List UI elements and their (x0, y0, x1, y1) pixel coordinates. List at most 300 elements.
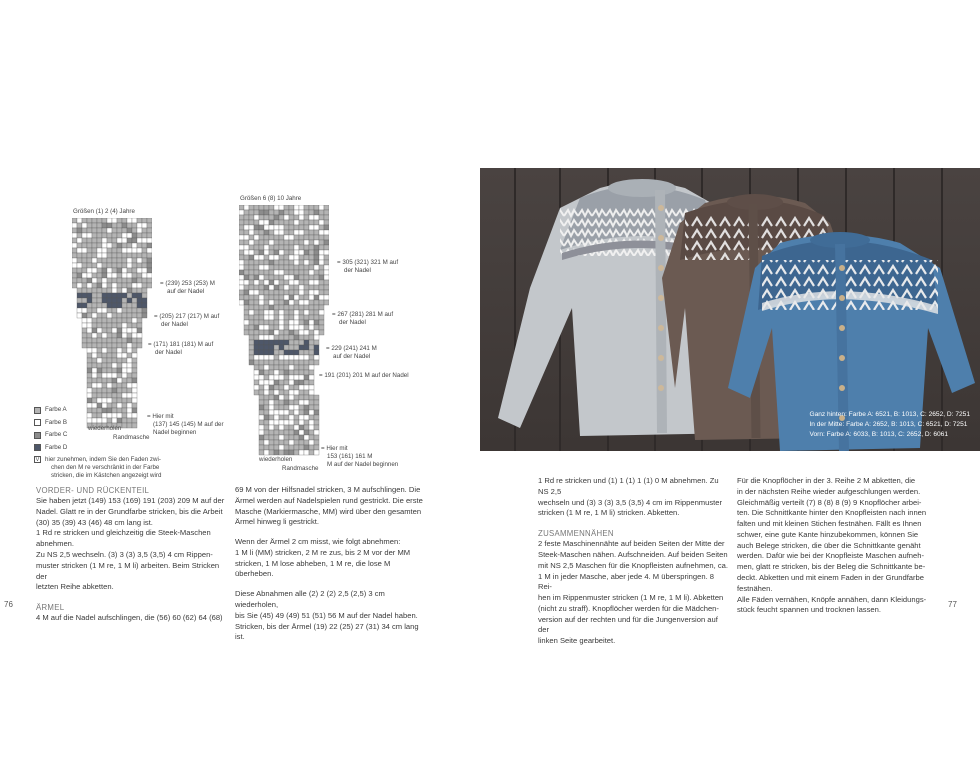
chart-cell (132, 223, 137, 228)
chart-cell (249, 205, 254, 210)
chart-cell (274, 365, 279, 370)
chart-cell (107, 333, 112, 338)
chart-cell (289, 410, 294, 415)
chart-cell (259, 430, 264, 435)
chart-cell (309, 425, 314, 430)
chart-cell (132, 368, 137, 373)
chart-cell (299, 425, 304, 430)
chart-cell (127, 278, 132, 283)
chart-cell (304, 240, 309, 245)
chart-cell (319, 315, 324, 320)
chart-cell (259, 410, 264, 415)
chart-cell (309, 390, 314, 395)
chart-cell (142, 288, 147, 293)
chart-cell (274, 280, 279, 285)
chart-cell (107, 248, 112, 253)
chart-cell (319, 245, 324, 250)
chart-cell (249, 320, 254, 325)
text-line: Stricken, bis der Ärmel (19) 22 (25) 27 (31) 34 cm lang ist. (235, 621, 419, 642)
chart-cell (299, 400, 304, 405)
chart-cell (274, 445, 279, 450)
chart-cell (87, 343, 92, 348)
chart-cell (92, 348, 97, 353)
text-line: Alle Fäden vernähen, Knöpfe annähen, dann Kleidungs- (737, 594, 927, 604)
chart-cell (239, 270, 244, 275)
chart-cell (249, 210, 254, 215)
chart-cell (314, 405, 319, 410)
chart-cell (304, 295, 309, 300)
chart-cell (122, 363, 127, 368)
chart-cell (97, 368, 102, 373)
text-line: ten. Die Schnittkante hinter den Knopfleisten nach innen (737, 508, 927, 518)
chart-cell (102, 388, 107, 393)
chart-cell (127, 353, 132, 358)
chart-cell (314, 240, 319, 245)
chart-cell (117, 258, 122, 263)
chart-cell (239, 255, 244, 260)
chart-cell (117, 228, 122, 233)
chart-cell (72, 258, 77, 263)
chart-cell (279, 420, 284, 425)
chart-cell (127, 363, 132, 368)
chart-cell (264, 285, 269, 290)
chart-cell (132, 318, 137, 323)
chart-cell (324, 230, 329, 235)
chart-cell (284, 450, 289, 455)
chart-cell (314, 310, 319, 315)
chart-cell (284, 400, 289, 405)
chart-cell (107, 393, 112, 398)
chart-cell (244, 305, 249, 310)
chart-cell (299, 285, 304, 290)
chart-cell (132, 313, 137, 318)
chart-cell (294, 275, 299, 280)
chart-cell (309, 275, 314, 280)
chart-cell (279, 340, 284, 345)
chart-cell (264, 445, 269, 450)
chart-cell (269, 230, 274, 235)
chart-cell (127, 343, 132, 348)
chart-cell (294, 240, 299, 245)
chart-cell (299, 250, 304, 255)
chart-cell (319, 280, 324, 285)
chart-cell (254, 390, 259, 395)
chart-cell (137, 218, 142, 223)
chart-cell (319, 325, 324, 330)
chart-cell (92, 343, 97, 348)
chart-cell (239, 290, 244, 295)
chart-cell (294, 310, 299, 315)
chart-cell (304, 405, 309, 410)
chart-cell (112, 348, 117, 353)
chart-cell (254, 375, 259, 380)
chart-cell (259, 365, 264, 370)
chart-cell (264, 290, 269, 295)
chart-cell (254, 260, 259, 265)
chart-cell (259, 305, 264, 310)
chart-cell (274, 425, 279, 430)
chart-cell (92, 373, 97, 378)
chart-cell (284, 350, 289, 355)
chart-cell (102, 258, 107, 263)
chart-cell (269, 215, 274, 220)
chart-cell (97, 253, 102, 258)
legend-swatch (34, 444, 41, 451)
text-line: version auf der rechten und für die Jungenversion auf der (538, 614, 718, 635)
chart-cell (279, 435, 284, 440)
chart-large-label-2: = 267 (281) 281 M auf der Nadel (332, 311, 394, 326)
chart-cell (147, 263, 152, 268)
chart-cell (309, 335, 314, 340)
chart-cell (239, 205, 244, 210)
chart-cell (274, 285, 279, 290)
chart-cell (112, 243, 117, 248)
chart-cell (284, 225, 289, 230)
chart-cell (324, 295, 329, 300)
chart-cell (299, 365, 304, 370)
chart-cell (279, 310, 284, 315)
chart-cell (269, 270, 274, 275)
chart-cell (259, 290, 264, 295)
chart-cell (294, 340, 299, 345)
chart-cell (122, 293, 127, 298)
chart-cell (294, 315, 299, 320)
chart-cell (92, 393, 97, 398)
chart-cell (259, 435, 264, 440)
chart-cell (117, 293, 122, 298)
chart-cell (82, 278, 87, 283)
assembly-text (538, 539, 730, 647)
chart-cell (72, 228, 77, 233)
chart-cell (324, 285, 329, 290)
chart-cell (284, 320, 289, 325)
text-line: stück feucht spannen und trocknen lassen. (737, 605, 881, 615)
chart-cell (112, 293, 117, 298)
chart-cell (309, 350, 314, 355)
chart-cell (284, 390, 289, 395)
chart-cell (244, 265, 249, 270)
chart-cell (117, 303, 122, 308)
chart-cell (117, 298, 122, 303)
chart-cell (87, 253, 92, 258)
chart-cell (319, 275, 324, 280)
chart-cell (284, 220, 289, 225)
chart-cell (279, 415, 284, 420)
chart-cell (314, 355, 319, 360)
chart-cell (269, 265, 274, 270)
chart-cell (249, 360, 254, 365)
chart-cell (279, 405, 284, 410)
chart-cell (284, 270, 289, 275)
chart-cell (132, 348, 137, 353)
chart-cell (107, 228, 112, 233)
text-line: Diese Abnahmen alle (2) 2 (2) 2,5 (2,5) 3 cm wiederholen, (235, 589, 385, 610)
chart-cell (299, 245, 304, 250)
chart-cell (112, 318, 117, 323)
chart-cell (279, 445, 284, 450)
chart-cell (289, 280, 294, 285)
chart-cell (309, 345, 314, 350)
chart-cell (274, 220, 279, 225)
text-line: falten und mit kleinen Stichen festnähen. Fällt es Ihnen (737, 519, 922, 529)
chart-cell (269, 360, 274, 365)
chart-cell (107, 288, 112, 293)
chart-cell (87, 258, 92, 263)
chart-cell (87, 393, 92, 398)
chart-cell (264, 230, 269, 235)
chart-cell (309, 355, 314, 360)
chart-cell (304, 320, 309, 325)
text-line: 1 Rd re stricken und gleichzeitig die Steek-Maschen (36, 528, 211, 538)
chart-cell (77, 228, 82, 233)
chart-cell (97, 373, 102, 378)
chart-cell (264, 435, 269, 440)
chart-cell (309, 215, 314, 220)
chart-cell (117, 263, 122, 268)
chart-cell (259, 450, 264, 455)
chart-cell (284, 330, 289, 335)
chart-cell (294, 360, 299, 365)
text-line: Ärmel hinweg li gestrickt. (235, 517, 319, 527)
chart-cell (132, 378, 137, 383)
chart-cell (274, 305, 279, 310)
chart-cell (274, 240, 279, 245)
chart-cell (254, 340, 259, 345)
chart-cell (274, 230, 279, 235)
chart-cell (122, 238, 127, 243)
chart-cell (254, 235, 259, 240)
chart-cell (117, 373, 122, 378)
chart-cell (304, 440, 309, 445)
chart-cell (127, 233, 132, 238)
chart-cell (279, 315, 284, 320)
chart-cell (279, 240, 284, 245)
chart-cell (289, 360, 294, 365)
chart-cell (259, 385, 264, 390)
chart-cell (309, 235, 314, 240)
chart-small-edge-label: Randmasche (113, 434, 150, 441)
sleeves-text-continued (235, 485, 425, 528)
chart-cell (77, 303, 82, 308)
chart-cell (117, 393, 122, 398)
chart-cell (294, 410, 299, 415)
chart-cell (102, 218, 107, 223)
chart-cell (97, 228, 102, 233)
chart-cell (309, 370, 314, 375)
chart-cell (259, 210, 264, 215)
chart-cell (274, 420, 279, 425)
chart-small-label-2: = (205) 217 (217) M auf der Nadel (154, 313, 220, 328)
chart-cell (304, 315, 309, 320)
chart-cell (254, 275, 259, 280)
chart-cell (122, 388, 127, 393)
chart-cell (127, 388, 132, 393)
chart-cell (92, 338, 97, 343)
chart-cell (284, 325, 289, 330)
chart-cell (264, 410, 269, 415)
chart-cell (284, 375, 289, 380)
chart-cell (137, 233, 142, 238)
chart-cell (284, 205, 289, 210)
chart-cell (309, 325, 314, 330)
chart-cell (299, 325, 304, 330)
chart-cell (309, 260, 314, 265)
chart-cell (309, 285, 314, 290)
chart-cell (319, 295, 324, 300)
chart-cell (284, 215, 289, 220)
chart-cell (117, 288, 122, 293)
chart-cell (97, 258, 102, 263)
chart-cell (259, 320, 264, 325)
chart-cell (142, 273, 147, 278)
chart-cell (289, 345, 294, 350)
chart-cell (147, 243, 152, 248)
chart-cell (112, 343, 117, 348)
legend-increase: V hier zunehmen, indem Sie den Faden zwi- chen den M re verschränkt in der Farbe stricken, die im Kästchen angezeigt wird (35, 456, 162, 479)
chart-cell (137, 303, 142, 308)
chart-cell (102, 263, 107, 268)
chart-cell (289, 445, 294, 450)
chart-cell (244, 205, 249, 210)
chart-cell (97, 343, 102, 348)
chart-cell (314, 300, 319, 305)
chart-cell (97, 273, 102, 278)
chart-cell (259, 215, 264, 220)
chart-cell (289, 290, 294, 295)
chart-cell (259, 235, 264, 240)
chart-cell (279, 245, 284, 250)
chart-cell (264, 210, 269, 215)
chart-cell (249, 235, 254, 240)
chart-cell (107, 343, 112, 348)
chart-cell (294, 295, 299, 300)
chart-cell (117, 368, 122, 373)
chart-cell (269, 370, 274, 375)
chart-cell (284, 240, 289, 245)
chart-cell (264, 340, 269, 345)
chart-cell (132, 273, 137, 278)
chart-cell (314, 395, 319, 400)
chart-cell (102, 323, 107, 328)
chart-cell (127, 303, 132, 308)
chart-cell (249, 250, 254, 255)
chart-cell (102, 343, 107, 348)
chart-cell (299, 350, 304, 355)
chart-cell (147, 223, 152, 228)
chart-cell (112, 363, 117, 368)
chart-cell (122, 398, 127, 403)
chart-cell (112, 253, 117, 258)
chart-cell (92, 328, 97, 333)
chart-cell (77, 313, 82, 318)
chart-cell (117, 278, 122, 283)
chart-cell (304, 420, 309, 425)
chart-cell (259, 275, 264, 280)
chart-cell (147, 268, 152, 273)
chart-cell (319, 290, 324, 295)
chart-cell (254, 355, 259, 360)
chart-cell (147, 228, 152, 233)
chart-cell (314, 265, 319, 270)
chart-cell (289, 285, 294, 290)
chart-cell (294, 255, 299, 260)
chart-cell (82, 288, 87, 293)
chart-cell (82, 238, 87, 243)
chart-cell (309, 290, 314, 295)
chart-cell (279, 255, 284, 260)
chart-cell (122, 368, 127, 373)
chart-cell (324, 260, 329, 265)
chart-cell (92, 323, 97, 328)
chart-cell (274, 415, 279, 420)
chart-cell (127, 348, 132, 353)
chart-cell (309, 230, 314, 235)
chart-cell (107, 293, 112, 298)
chart-cell (107, 358, 112, 363)
chart-cell (299, 240, 304, 245)
chart-cell (264, 395, 269, 400)
chart-cell (87, 298, 92, 303)
chart-cell (299, 270, 304, 275)
chart-cell (102, 268, 107, 273)
chart-cell (264, 370, 269, 375)
chart-cell (92, 268, 97, 273)
chart-cell (244, 330, 249, 335)
chart-cell (279, 205, 284, 210)
chart-cell (324, 250, 329, 255)
chart-cell (249, 220, 254, 225)
chart-cell (269, 380, 274, 385)
chart-cell (264, 450, 269, 455)
chart-cell (279, 345, 284, 350)
text-line: schwer, eine gute Kante hinzubekommen, können Sie (737, 529, 919, 539)
text-line: auch Belege stricken, die über die Schnittkante genäht (737, 540, 921, 550)
chart-cell (132, 278, 137, 283)
chart-cell (299, 370, 304, 375)
chart-cell (289, 205, 294, 210)
chart-cell (289, 405, 294, 410)
chart-cell (309, 360, 314, 365)
chart-cell (304, 255, 309, 260)
chart-cell (117, 233, 122, 238)
chart-cell (294, 365, 299, 370)
chart-cell (279, 290, 284, 295)
repeat-text (235, 589, 425, 643)
chart-cell (264, 405, 269, 410)
heading-sleeves: ÄRMEL (36, 603, 65, 613)
chart-cell (299, 210, 304, 215)
chart-cell (92, 363, 97, 368)
chart-cell (107, 353, 112, 358)
chart-cell (122, 323, 127, 328)
chart-cell (289, 390, 294, 395)
chart-cell (92, 303, 97, 308)
chart-cell (279, 400, 284, 405)
chart-cell (289, 425, 294, 430)
chart-cell (97, 303, 102, 308)
chart-cell (274, 310, 279, 315)
chart-cell (107, 238, 112, 243)
chart-cell (142, 283, 147, 288)
chart-cell (264, 310, 269, 315)
chart-cell (244, 310, 249, 315)
chart-cell (244, 295, 249, 300)
chart-cell (309, 365, 314, 370)
chart-cell (264, 415, 269, 420)
sleeves-text (36, 613, 226, 624)
chart-cell (274, 330, 279, 335)
chart-cell (102, 313, 107, 318)
